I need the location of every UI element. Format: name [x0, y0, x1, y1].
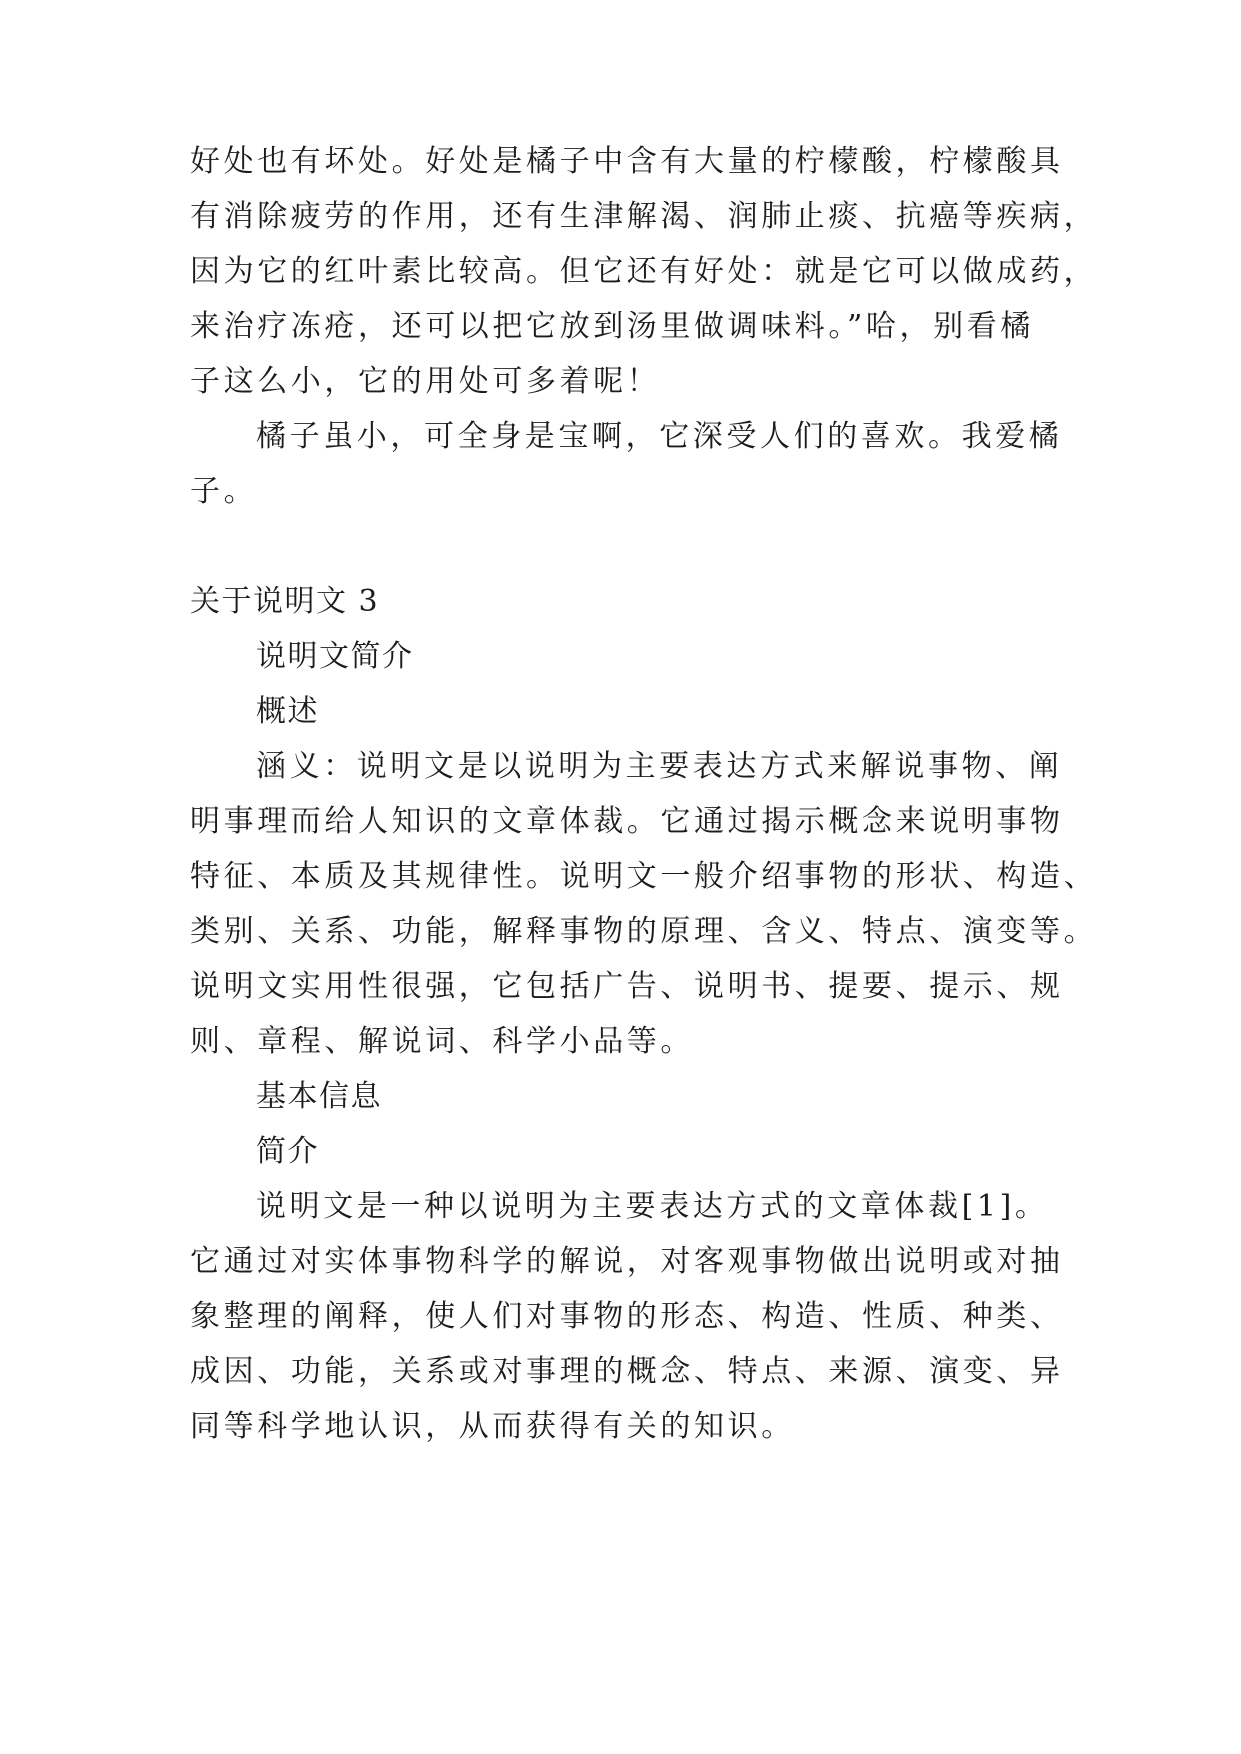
text-line: 明事理而给人知识的文章体裁。它通过揭示概念来说明事物 — [190, 804, 1064, 839]
subheading: 基本信息 — [256, 1079, 382, 1114]
subheading: 简介 — [256, 1134, 319, 1169]
text-line: 因为它的红叶素比较高。但它还有好处：就是它可以做成药， — [190, 254, 1098, 289]
text-line: 同等科学地认识，从而获得有关的知识。 — [190, 1409, 795, 1444]
text-line: 子这么小，它的用处可多着呢！ — [190, 364, 661, 399]
text-line: 象整理的阐释，使人们对事物的形态、构造、性质、种类、 — [190, 1299, 1064, 1334]
section-title: 关于说明文 3 — [190, 584, 380, 619]
text-line: 子。 — [190, 474, 258, 509]
text-line: 成因、功能，关系或对事理的概念、特点、来源、演变、异 — [190, 1354, 1064, 1389]
paragraph-first-line: 说明文是一种以说明为主要表达方式的文章体裁[1]。 — [256, 1189, 1049, 1224]
text-line: 特征、本质及其规律性。说明文一般介绍事物的形状、构造、 — [190, 859, 1098, 894]
subheading: 说明文简介 — [256, 639, 414, 674]
text-line: 说明文实用性很强，它包括广告、说明书、提要、提示、规 — [190, 969, 1064, 1004]
text-line: 来治疗冻疮，还可以把它放到汤里做调味料。”哈，别看橘 — [190, 309, 1034, 344]
text-line: 类别、关系、功能，解释事物的原理、含义、特点、演变等。 — [190, 914, 1098, 949]
text-line: 则、章程、解说词、科学小品等。 — [190, 1024, 694, 1059]
paragraph-first-line: 涵义：说明文是以说明为主要表达方式来解说事物、阐 — [256, 749, 1063, 784]
text-line: 好处也有坏处。好处是橘子中含有大量的柠檬酸，柠檬酸具 — [190, 144, 1064, 179]
text-line: 它通过对实体事物科学的解说，对客观事物做出说明或对抽 — [190, 1244, 1064, 1279]
subheading: 概述 — [256, 694, 319, 729]
text-line: 有消除疲劳的作用，还有生津解渴、润肺止痰、抗癌等疾病， — [190, 199, 1098, 234]
paragraph-first-line: 橘子虽小，可全身是宝啊，它深受人们的喜欢。我爱橘 — [256, 419, 1063, 454]
